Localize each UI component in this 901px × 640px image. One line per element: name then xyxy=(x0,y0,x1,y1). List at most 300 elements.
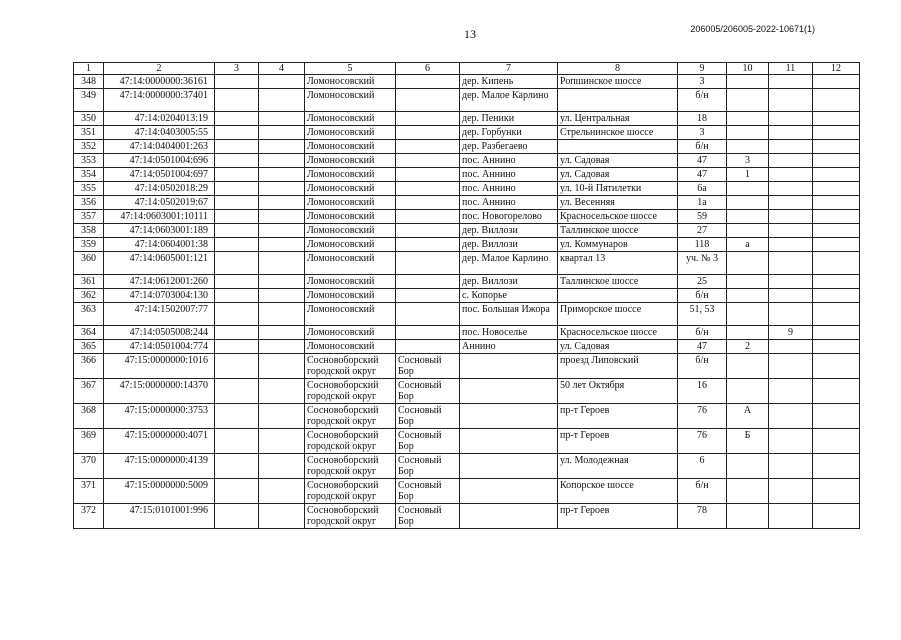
locality-cell: дер. Кипень xyxy=(460,75,558,89)
settlement-cell xyxy=(396,140,460,154)
row-number-cell: 348 xyxy=(74,75,104,89)
cadastral-number-cell: 47:15:0000000:4071 xyxy=(104,429,215,454)
col12-cell xyxy=(813,289,860,303)
address-register-table xyxy=(73,62,860,529)
locality-cell: дер. Виллози xyxy=(460,275,558,289)
table-row xyxy=(74,210,860,224)
col4-cell xyxy=(259,429,305,454)
cadastral-number-cell: 47:14:0404001:263 xyxy=(104,140,215,154)
col11-cell xyxy=(769,89,813,112)
cadastral-number-cell: 47:15:0000000:1016 xyxy=(104,354,215,379)
column-header: 8 xyxy=(558,63,678,75)
table-body xyxy=(74,75,860,529)
district-cell: Ломоносовский xyxy=(305,238,396,252)
street-cell: Копорское шоссе xyxy=(558,479,678,504)
house-number-cell: 76 xyxy=(678,404,727,429)
locality-cell: пос. Аннино xyxy=(460,196,558,210)
settlement-cell xyxy=(396,303,460,326)
house-number-cell: б/н xyxy=(678,326,727,340)
col3-cell xyxy=(215,182,259,196)
col12-cell xyxy=(813,303,860,326)
row-number-cell: 367 xyxy=(74,379,104,404)
col3-cell xyxy=(215,238,259,252)
col12-cell xyxy=(813,196,860,210)
table-row xyxy=(74,112,860,126)
settlement-cell: Сосновый Бор xyxy=(396,454,460,479)
col3-cell xyxy=(215,75,259,89)
settlement-cell: Сосновый Бор xyxy=(396,404,460,429)
col12-cell xyxy=(813,404,860,429)
house-number-cell: б/н xyxy=(678,140,727,154)
col12-cell xyxy=(813,182,860,196)
locality-cell: с. Копорье xyxy=(460,289,558,303)
col4-cell xyxy=(259,479,305,504)
row-number-cell: 349 xyxy=(74,89,104,112)
col3-cell xyxy=(215,140,259,154)
column-number-row xyxy=(74,63,860,75)
cadastral-number-cell: 47:15:0000000:5009 xyxy=(104,479,215,504)
col3-cell xyxy=(215,404,259,429)
col3-cell xyxy=(215,479,259,504)
row-number-cell: 357 xyxy=(74,210,104,224)
cadastral-number-cell: 47:14:0502019:67 xyxy=(104,196,215,210)
district-cell: Ломоносовский xyxy=(305,196,396,210)
col4-cell xyxy=(259,140,305,154)
district-cell: Ломоносовский xyxy=(305,112,396,126)
cadastral-number-cell: 47:14:0603001:10111 xyxy=(104,210,215,224)
house-number-cell: уч. № 3 xyxy=(678,252,727,275)
col3-cell xyxy=(215,252,259,275)
street-cell: ул. Весенняя xyxy=(558,196,678,210)
street-cell: ул. Молодежная xyxy=(558,454,678,479)
col11-cell xyxy=(769,379,813,404)
street-cell: пр-т Героев xyxy=(558,504,678,529)
col11-cell xyxy=(769,75,813,89)
street-cell: ул. Коммунаров xyxy=(558,238,678,252)
locality-cell: дер. Виллози xyxy=(460,224,558,238)
column-header: 6 xyxy=(396,63,460,75)
building-cell: А xyxy=(727,404,769,429)
building-cell xyxy=(727,140,769,154)
district-cell: Ломоносовский xyxy=(305,224,396,238)
locality-cell xyxy=(460,429,558,454)
col12-cell xyxy=(813,275,860,289)
col3-cell xyxy=(215,504,259,529)
district-cell: Ломоносовский xyxy=(305,303,396,326)
house-number-cell: 59 xyxy=(678,210,727,224)
col4-cell xyxy=(259,303,305,326)
district-cell: Сосновоборский городской округ xyxy=(305,479,396,504)
district-cell: Сосновоборский городской округ xyxy=(305,354,396,379)
settlement-cell: Сосновый Бор xyxy=(396,479,460,504)
building-cell xyxy=(727,354,769,379)
district-cell: Сосновоборский городской округ xyxy=(305,504,396,529)
building-cell xyxy=(727,479,769,504)
column-header: 1 xyxy=(74,63,104,75)
row-number-cell: 365 xyxy=(74,340,104,354)
street-cell: 50 лет Октября xyxy=(558,379,678,404)
table-row xyxy=(74,429,860,454)
col12-cell xyxy=(813,252,860,275)
table-row xyxy=(74,379,860,404)
settlement-cell xyxy=(396,154,460,168)
row-number-cell: 363 xyxy=(74,303,104,326)
table-row xyxy=(74,289,860,303)
col3-cell xyxy=(215,112,259,126)
col4-cell xyxy=(259,154,305,168)
col12-cell xyxy=(813,454,860,479)
col3-cell xyxy=(215,126,259,140)
column-header: 4 xyxy=(259,63,305,75)
house-number-cell: 3 xyxy=(678,126,727,140)
column-header: 3 xyxy=(215,63,259,75)
street-cell xyxy=(558,140,678,154)
house-number-cell: 47 xyxy=(678,154,727,168)
building-cell xyxy=(727,112,769,126)
cadastral-number-cell: 47:14:1502007:77 xyxy=(104,303,215,326)
col4-cell xyxy=(259,196,305,210)
col12-cell xyxy=(813,154,860,168)
cadastral-number-cell: 47:14:0501004:774 xyxy=(104,340,215,354)
district-cell: Ломоносовский xyxy=(305,210,396,224)
settlement-cell xyxy=(396,196,460,210)
col3-cell xyxy=(215,224,259,238)
row-number-cell: 369 xyxy=(74,429,104,454)
street-cell: Стрельнинское шоссе xyxy=(558,126,678,140)
col4-cell xyxy=(259,75,305,89)
street-cell: ул. Садовая xyxy=(558,340,678,354)
column-header: 5 xyxy=(305,63,396,75)
district-cell: Ломоносовский xyxy=(305,140,396,154)
cadastral-number-cell: 47:14:0502018:29 xyxy=(104,182,215,196)
street-cell: Приморское шоссе xyxy=(558,303,678,326)
cadastral-number-cell: 47:14:0204013:19 xyxy=(104,112,215,126)
row-number-cell: 351 xyxy=(74,126,104,140)
col3-cell xyxy=(215,210,259,224)
row-number-cell: 370 xyxy=(74,454,104,479)
house-number-cell: 118 xyxy=(678,238,727,252)
col11-cell xyxy=(769,196,813,210)
building-cell xyxy=(727,182,769,196)
building-cell: 2 xyxy=(727,340,769,354)
row-number-cell: 362 xyxy=(74,289,104,303)
table-row xyxy=(74,303,860,326)
col4-cell xyxy=(259,252,305,275)
district-cell: Сосновоборский городской округ xyxy=(305,404,396,429)
district-cell: Ломоносовский xyxy=(305,182,396,196)
col11-cell xyxy=(769,479,813,504)
house-number-cell: б/н xyxy=(678,354,727,379)
street-cell: Ропшинское шоссе xyxy=(558,75,678,89)
col11-cell xyxy=(769,429,813,454)
house-number-cell: 47 xyxy=(678,168,727,182)
row-number-cell: 371 xyxy=(74,479,104,504)
row-number-cell: 360 xyxy=(74,252,104,275)
locality-cell xyxy=(460,454,558,479)
table-row xyxy=(74,238,860,252)
col11-cell xyxy=(769,168,813,182)
street-cell: Красносельское шоссе xyxy=(558,326,678,340)
building-cell: 1 xyxy=(727,168,769,182)
building-cell: 3 xyxy=(727,154,769,168)
settlement-cell xyxy=(396,275,460,289)
col12-cell xyxy=(813,238,860,252)
table-row xyxy=(74,326,860,340)
locality-cell: пос. Аннино xyxy=(460,154,558,168)
locality-cell: пос. Аннино xyxy=(460,182,558,196)
col12-cell xyxy=(813,429,860,454)
col3-cell xyxy=(215,429,259,454)
col11-cell xyxy=(769,252,813,275)
table-row xyxy=(74,479,860,504)
col11-cell xyxy=(769,289,813,303)
col3-cell xyxy=(215,340,259,354)
settlement-cell xyxy=(396,238,460,252)
street-cell: квартал 13 xyxy=(558,252,678,275)
col3-cell xyxy=(215,275,259,289)
cadastral-number-cell: 47:15:0000000:14370 xyxy=(104,379,215,404)
district-cell: Ломоносовский xyxy=(305,340,396,354)
col3-cell xyxy=(215,289,259,303)
table-row xyxy=(74,140,860,154)
row-number-cell: 353 xyxy=(74,154,104,168)
cadastral-number-cell: 47:15:0101001:996 xyxy=(104,504,215,529)
col4-cell xyxy=(259,182,305,196)
settlement-cell xyxy=(396,340,460,354)
cadastral-number-cell: 47:14:0605001:121 xyxy=(104,252,215,275)
col3-cell xyxy=(215,454,259,479)
cadastral-number-cell: 47:14:0000000:36161 xyxy=(104,75,215,89)
building-cell xyxy=(727,252,769,275)
settlement-cell: Сосновый Бор xyxy=(396,504,460,529)
row-number-cell: 355 xyxy=(74,182,104,196)
cadastral-number-cell: 47:14:0501004:697 xyxy=(104,168,215,182)
house-number-cell: 51, 53 xyxy=(678,303,727,326)
locality-cell: пос. Аннино xyxy=(460,168,558,182)
table-row xyxy=(74,404,860,429)
cadastral-number-cell: 47:14:0603001:189 xyxy=(104,224,215,238)
locality-cell: пос. Новоселье xyxy=(460,326,558,340)
cadastral-number-cell: 47:15:0000000:4139 xyxy=(104,454,215,479)
col11-cell xyxy=(769,454,813,479)
col4-cell xyxy=(259,404,305,429)
col4-cell xyxy=(259,224,305,238)
locality-cell: дер. Малое Карлино xyxy=(460,252,558,275)
table-row xyxy=(74,354,860,379)
col12-cell xyxy=(813,504,860,529)
table-row xyxy=(74,154,860,168)
cadastral-number-cell: 47:14:0000000:37401 xyxy=(104,89,215,112)
street-cell: ул. Садовая xyxy=(558,168,678,182)
col4-cell xyxy=(259,126,305,140)
col4-cell xyxy=(259,340,305,354)
district-cell: Ломоносовский xyxy=(305,289,396,303)
column-header: 9 xyxy=(678,63,727,75)
col11-cell xyxy=(769,182,813,196)
col3-cell xyxy=(215,168,259,182)
column-header: 12 xyxy=(813,63,860,75)
building-cell xyxy=(727,275,769,289)
settlement-cell xyxy=(396,326,460,340)
col3-cell xyxy=(215,379,259,404)
col12-cell xyxy=(813,326,860,340)
house-number-cell: 16 xyxy=(678,379,727,404)
cadastral-number-cell: 47:14:0501004:696 xyxy=(104,154,215,168)
cadastral-number-cell: 47:14:0505008:244 xyxy=(104,326,215,340)
building-cell xyxy=(727,379,769,404)
col3-cell xyxy=(215,154,259,168)
locality-cell: пос. Новогорелово xyxy=(460,210,558,224)
building-cell xyxy=(727,89,769,112)
locality-cell xyxy=(460,504,558,529)
col12-cell xyxy=(813,210,860,224)
house-number-cell: 6 xyxy=(678,454,727,479)
district-cell: Ломоносовский xyxy=(305,326,396,340)
street-cell: пр-т Героев xyxy=(558,404,678,429)
house-number-cell: 27 xyxy=(678,224,727,238)
document-reference: 206005/206005-2022-10671(1) xyxy=(690,24,815,34)
col11-cell xyxy=(769,303,813,326)
settlement-cell xyxy=(396,224,460,238)
house-number-cell: 25 xyxy=(678,275,727,289)
column-header: 11 xyxy=(769,63,813,75)
col12-cell xyxy=(813,340,860,354)
building-cell xyxy=(727,210,769,224)
street-cell xyxy=(558,89,678,112)
row-number-cell: 352 xyxy=(74,140,104,154)
col12-cell xyxy=(813,479,860,504)
row-number-cell: 361 xyxy=(74,275,104,289)
column-header: 2 xyxy=(104,63,215,75)
building-cell xyxy=(727,303,769,326)
settlement-cell xyxy=(396,112,460,126)
locality-cell: дер. Разбегаево xyxy=(460,140,558,154)
page-number: 13 xyxy=(464,27,476,41)
column-header: 10 xyxy=(727,63,769,75)
table-row xyxy=(74,275,860,289)
col4-cell xyxy=(259,454,305,479)
house-number-cell: 78 xyxy=(678,504,727,529)
house-number-cell: б/н xyxy=(678,289,727,303)
col4-cell xyxy=(259,89,305,112)
building-cell: Б xyxy=(727,429,769,454)
table-row xyxy=(74,182,860,196)
col3-cell xyxy=(215,89,259,112)
col4-cell xyxy=(259,504,305,529)
row-number-cell: 366 xyxy=(74,354,104,379)
table-row xyxy=(74,196,860,210)
col4-cell xyxy=(259,379,305,404)
street-cell: ул. Центральная xyxy=(558,112,678,126)
cadastral-number-cell: 47:14:0604001:38 xyxy=(104,238,215,252)
col12-cell xyxy=(813,126,860,140)
col4-cell xyxy=(259,289,305,303)
col12-cell xyxy=(813,224,860,238)
cadastral-number-cell: 47:14:0403005:55 xyxy=(104,126,215,140)
settlement-cell xyxy=(396,210,460,224)
col11-cell xyxy=(769,340,813,354)
locality-cell xyxy=(460,379,558,404)
col12-cell xyxy=(813,354,860,379)
col11-cell xyxy=(769,126,813,140)
district-cell: Сосновоборский городской округ xyxy=(305,379,396,404)
street-cell: Красносельское шоссе xyxy=(558,210,678,224)
col4-cell xyxy=(259,326,305,340)
table-row xyxy=(74,168,860,182)
locality-cell: дер. Горбунки xyxy=(460,126,558,140)
col4-cell xyxy=(259,354,305,379)
house-number-cell: 6а xyxy=(678,182,727,196)
col12-cell xyxy=(813,168,860,182)
house-number-cell: 76 xyxy=(678,429,727,454)
district-cell: Ломоносовский xyxy=(305,89,396,112)
street-cell: проезд Липовский xyxy=(558,354,678,379)
col11-cell xyxy=(769,140,813,154)
row-number-cell: 356 xyxy=(74,196,104,210)
col11-cell xyxy=(769,504,813,529)
district-cell: Сосновоборский городской округ xyxy=(305,429,396,454)
settlement-cell: Сосновый Бор xyxy=(396,429,460,454)
row-number-cell: 372 xyxy=(74,504,104,529)
locality-cell: дер. Пеники xyxy=(460,112,558,126)
locality-cell: дер. Виллози xyxy=(460,238,558,252)
district-cell: Ломоносовский xyxy=(305,154,396,168)
col4-cell xyxy=(259,112,305,126)
col4-cell xyxy=(259,210,305,224)
column-header: 7 xyxy=(460,63,558,75)
building-cell xyxy=(727,75,769,89)
row-number-cell: 358 xyxy=(74,224,104,238)
street-cell: Таллинское шоссе xyxy=(558,275,678,289)
district-cell: Ломоносовский xyxy=(305,252,396,275)
locality-cell xyxy=(460,354,558,379)
table-row xyxy=(74,504,860,529)
locality-cell: Аннино xyxy=(460,340,558,354)
street-cell xyxy=(558,289,678,303)
house-number-cell: 47 xyxy=(678,340,727,354)
street-cell: ул. 10-й Пятилетки xyxy=(558,182,678,196)
row-number-cell: 350 xyxy=(74,112,104,126)
settlement-cell xyxy=(396,126,460,140)
building-cell xyxy=(727,326,769,340)
row-number-cell: 359 xyxy=(74,238,104,252)
col11-cell xyxy=(769,154,813,168)
locality-cell: дер. Малое Карлино xyxy=(460,89,558,112)
building-cell xyxy=(727,454,769,479)
col4-cell xyxy=(259,275,305,289)
settlement-cell: Сосновый Бор xyxy=(396,379,460,404)
street-cell: Таллинское шоссе xyxy=(558,224,678,238)
district-cell: Ломоносовский xyxy=(305,126,396,140)
settlement-cell: Сосновый Бор xyxy=(396,354,460,379)
street-cell: ул. Садовая xyxy=(558,154,678,168)
building-cell xyxy=(727,126,769,140)
col11-cell xyxy=(769,404,813,429)
settlement-cell xyxy=(396,75,460,89)
house-number-cell: б/н xyxy=(678,89,727,112)
table-row xyxy=(74,126,860,140)
col11-cell xyxy=(769,275,813,289)
table-row xyxy=(74,224,860,238)
house-number-cell: б/н xyxy=(678,479,727,504)
col11-cell xyxy=(769,224,813,238)
cadastral-number-cell: 47:15:0000000:3753 xyxy=(104,404,215,429)
building-cell xyxy=(727,504,769,529)
table-row xyxy=(74,454,860,479)
col12-cell xyxy=(813,75,860,89)
row-number-cell: 368 xyxy=(74,404,104,429)
col12-cell xyxy=(813,379,860,404)
